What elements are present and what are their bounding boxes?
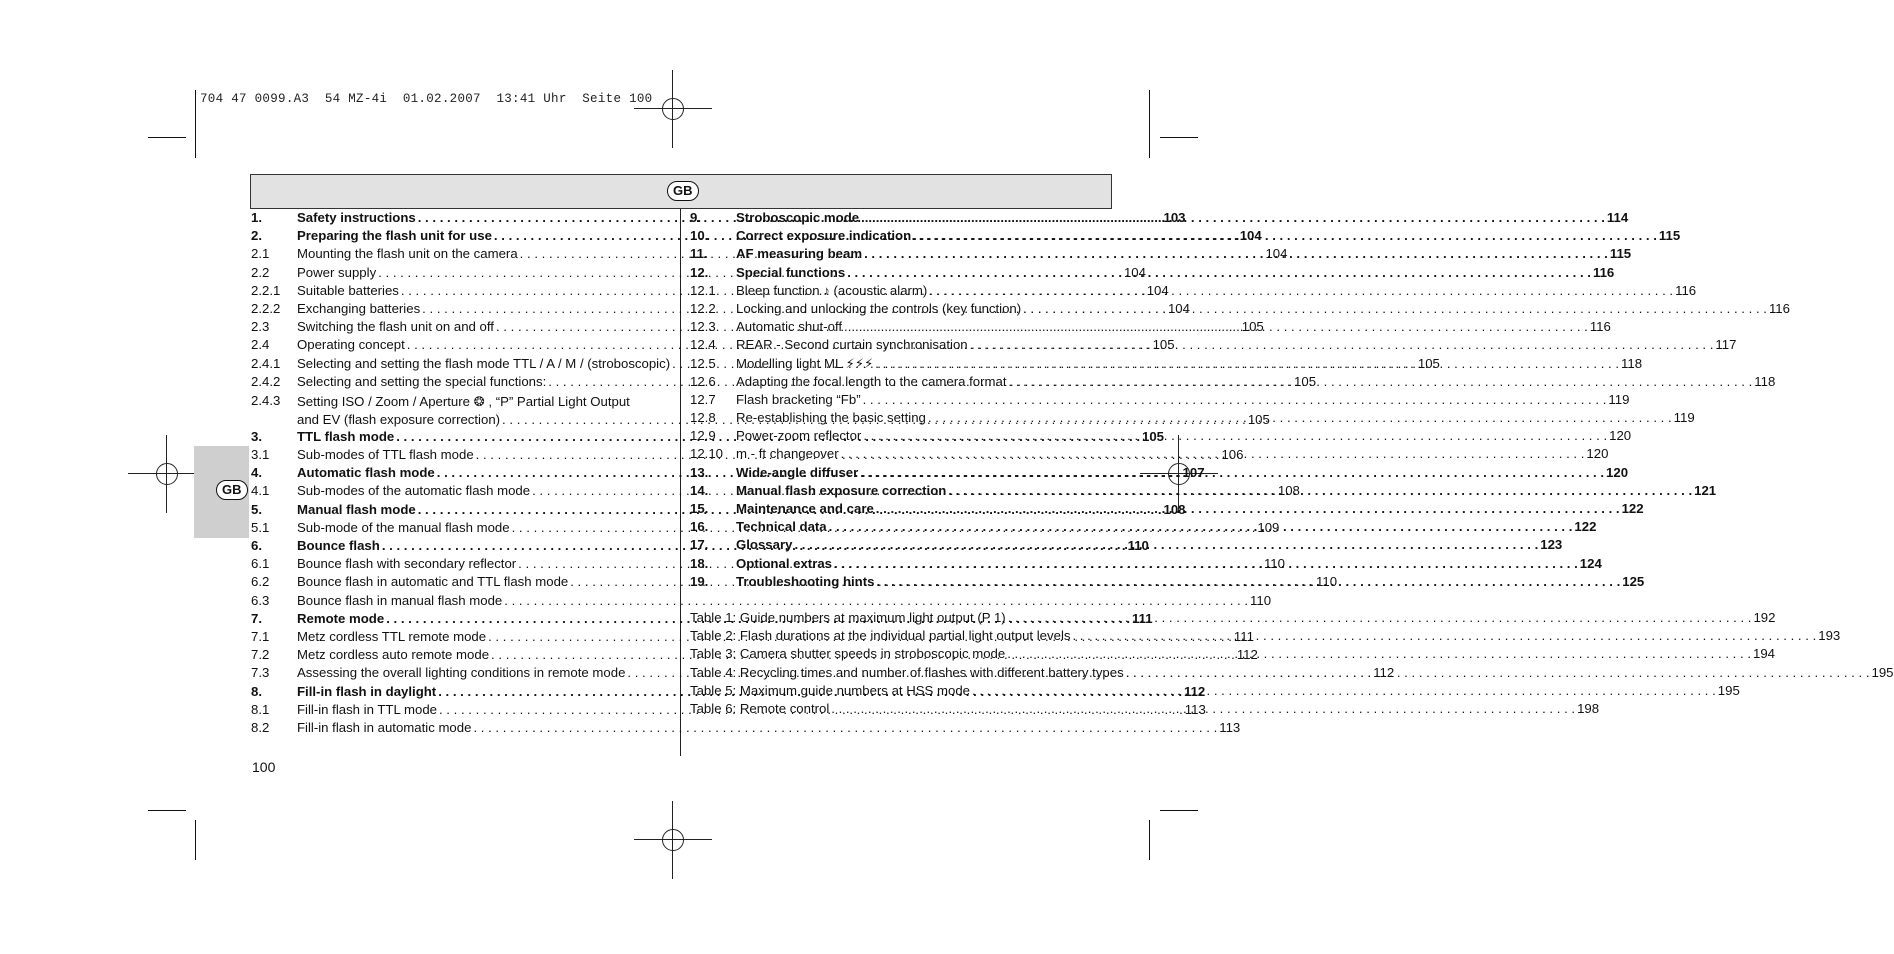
toc-entry-title: Fill-in flash in automatic mode <box>297 719 472 735</box>
toc-entry-page: 105 <box>1247 411 1270 427</box>
side-language-badge: GB <box>216 480 248 500</box>
toc-entry-title: m - ft changeover <box>736 446 839 462</box>
toc-entry-number: 7.3 <box>251 665 270 681</box>
toc-entry-number: 12.1 <box>690 282 716 298</box>
table-index-page: 195 <box>1871 664 1894 680</box>
toc-entry-number: 1. <box>251 210 262 225</box>
toc-entry-title: Power-zoom reflector <box>736 428 862 444</box>
toc-entry-number: 3. <box>251 428 262 444</box>
toc-entry-title-continued: and EV (flash exposure correction) <box>297 411 501 427</box>
toc-entry-title: Manual flash mode <box>297 501 416 517</box>
toc-entry-number: 7.1 <box>251 628 270 644</box>
toc-entry-title: REAR - Second curtain synchronisation <box>736 337 968 353</box>
toc-entry-title: Switching the flash unit on and off <box>297 319 494 335</box>
toc-entry-page: 107 <box>1182 465 1205 481</box>
dot-leader <box>832 556 1580 571</box>
language-badge: GB <box>667 181 699 201</box>
toc-entry-number: 5. <box>251 501 262 517</box>
toc-entry-number: 2.2.1 <box>251 282 281 298</box>
language-header-bar <box>250 174 1112 209</box>
toc-entry-page: 118 <box>1754 373 1776 389</box>
toc-entry-page: 111 <box>1233 628 1254 644</box>
toc-entry-page: 115 <box>1658 228 1681 244</box>
toc-entry-number: 12.8 <box>690 410 716 426</box>
dot-leader <box>1124 665 1872 680</box>
toc-entry-number: 16. <box>690 519 709 535</box>
toc-entry-title: Metz cordless TTL remote mode <box>297 628 487 644</box>
toc-entry-page: 109 <box>1257 519 1280 535</box>
toc-entry-number: 13. <box>690 464 709 480</box>
toc-entry-number: 2.4.3 <box>251 392 281 408</box>
dot-leader <box>858 465 1606 480</box>
dot-leader <box>859 210 1607 225</box>
toc-entry-number: 12.6 <box>690 373 716 389</box>
toc-entry-number: 2.4.2 <box>251 373 281 389</box>
dot-leader <box>861 428 1609 443</box>
crop-mark <box>1160 810 1198 811</box>
toc-entry[interactable] <box>251 719 1241 738</box>
toc-entry-title: Re-establishing the basic setting <box>736 410 926 426</box>
table-index-title: Table 5: Maximum guide numbers at HSS mode <box>690 682 970 698</box>
dot-leader <box>874 574 1622 589</box>
toc-entry-title: Stroboscopic mode <box>736 210 860 225</box>
dot-leader <box>1021 301 1769 316</box>
toc-entry-number: 12.4 <box>690 337 716 353</box>
toc-entry-number: 8.2 <box>251 719 270 735</box>
toc-entry-page: 112 <box>1373 665 1395 681</box>
toc-entry-title: Automatic flash mode <box>297 465 435 481</box>
table-index-page: 195 <box>1717 682 1740 698</box>
toc-entry-page: 110 <box>1250 592 1272 608</box>
toc-entry-title: Power supply <box>297 264 377 280</box>
toc-entry-title: Preparing the flash unit for use <box>297 228 492 244</box>
toc-entry-page: 108 <box>1277 483 1300 499</box>
toc-entry-page: 122 <box>1574 519 1597 535</box>
dot-leader <box>970 683 1718 698</box>
toc-entry-page: 112 <box>1183 683 1206 699</box>
toc-entry-page: 122 <box>1621 501 1644 516</box>
registration-mark-top <box>634 70 712 148</box>
toc-entry-number: 6.2 <box>251 574 270 590</box>
toc-entry-page: 117 <box>1715 337 1737 353</box>
toc-entry-title: Troubleshooting hints <box>736 573 875 589</box>
toc-entry-number: 3.1 <box>251 447 270 463</box>
toc-entry-page: 125 <box>1622 573 1645 589</box>
dot-leader <box>946 483 1694 498</box>
dot-leader <box>1007 374 1755 389</box>
toc-entry-number: 8.1 <box>251 701 270 717</box>
table-index-page: 198 <box>1577 700 1600 716</box>
toc-entry-title: Technical data <box>736 519 827 535</box>
crop-mark <box>195 820 196 860</box>
toc-entry-page: 118 <box>1621 355 1643 371</box>
toc-entry-title: Flash bracketing “Fb” <box>736 391 861 407</box>
toc-entry-title: Glossary <box>736 537 793 553</box>
dot-leader <box>845 265 1593 280</box>
toc-entry-title: Modelling light ML ⚡⚡⚡ <box>736 355 874 371</box>
toc-entry-title: TTL flash mode <box>297 428 395 444</box>
toc-entry-page: 104 <box>1123 264 1146 280</box>
toc-entry-number: 19. <box>690 573 709 589</box>
dot-leader <box>1070 628 1818 643</box>
dot-leader <box>926 410 1674 425</box>
toc-entry-number: 4. <box>251 465 262 481</box>
side-language-tab <box>194 446 249 538</box>
toc-entry-title: Sub-modes of the automatic flash mode <box>297 483 531 499</box>
dot-leader <box>792 537 1540 552</box>
registration-mark-bottom <box>634 801 712 879</box>
dot-leader <box>911 228 1659 243</box>
toc-entry-page: 119 <box>1673 410 1695 426</box>
toc-entry-title: Selecting and setting the special functions: <box>297 373 547 389</box>
toc-entry-number: 18. <box>690 555 709 571</box>
toc-entry-number: 2.4 <box>251 337 270 353</box>
toc-entry-page: 111 <box>1131 610 1153 626</box>
toc-entry-number: 15. <box>690 501 709 516</box>
toc-entry-page: 110 <box>1263 556 1285 572</box>
dot-leader <box>968 337 1716 352</box>
toc-entry-number: 12. <box>690 264 709 280</box>
crop-mark <box>148 137 186 138</box>
toc-entry-title: Operating concept <box>297 337 405 353</box>
toc-entry-title: AF measuring beam <box>736 246 863 262</box>
toc-entry-page: 108 <box>1163 501 1186 517</box>
crop-mark <box>1160 137 1198 138</box>
crop-mark <box>148 810 186 811</box>
toc-entry-page: 124 <box>1579 555 1602 571</box>
toc-entry-title: Bleep function ♪ (acoustic alarm) <box>736 282 928 298</box>
toc-entry-title: Remote mode <box>297 610 385 626</box>
toc-entry-title: Assessing the overall lighting conditions in remote mode <box>297 665 626 681</box>
toc-entry-title: Maintenance and care <box>736 501 874 516</box>
toc-entry-title: Fill-in flash in daylight <box>297 683 437 699</box>
toc-entry-title: Manual flash exposure correction <box>736 482 947 498</box>
dot-leader <box>471 720 1219 735</box>
toc-entry-title: Bounce flash with secondary reflector <box>297 556 517 572</box>
toc-entry-number: 6.3 <box>251 592 270 608</box>
toc-entry-title: Suitable batteries <box>297 282 399 298</box>
table-index-title: Table 3: Camera shutter speeds in stroboscopic mode <box>690 646 1006 662</box>
dot-leader <box>842 319 1590 334</box>
toc-entry-number: 12.7 <box>690 391 716 407</box>
table-index-title: Table 4: Recycling times and number of flashes with different battery types <box>690 664 1124 680</box>
toc-entry-title: Safety instructions <box>297 210 416 225</box>
toc-entry-title: Bounce flash in manual flash mode <box>297 592 503 608</box>
toc-entry-title: Bounce flash <box>297 538 380 553</box>
toc-entry-title: Sub-mode of the manual flash mode <box>297 519 510 535</box>
toc-entry-page: 116 <box>1589 319 1611 335</box>
toc-entry-number: 7. <box>251 610 262 626</box>
dot-leader <box>1005 646 1753 661</box>
crop-mark <box>1149 820 1150 860</box>
dot-leader <box>873 356 1621 371</box>
toc-entry-page: 116 <box>1768 300 1790 316</box>
toc-entry-page: 103 <box>1163 210 1186 225</box>
toc-entry-number: 2.4.1 <box>251 355 281 371</box>
dot-leader <box>839 446 1587 461</box>
toc-entry-page: 105 <box>1417 355 1440 371</box>
toc-entry-title: Sub-modes of TTL flash mode <box>297 447 474 463</box>
toc-entry-number: 4.1 <box>251 483 270 499</box>
toc-entry-number: 6. <box>251 538 262 553</box>
toc-entry-title: Mounting the flash unit on the camera <box>297 246 518 262</box>
dot-leader <box>861 392 1609 407</box>
toc-entry-page: 113 <box>1219 719 1241 735</box>
toc-entry-title: Adapting the focal length to the camera format <box>736 373 1007 389</box>
toc-entry-number: 10. <box>690 228 709 244</box>
crop-mark <box>195 90 196 158</box>
print-header: 704 47 0099.A3 54 MZ-4i 01.02.2007 13:41 Uhr Seite 100 <box>200 92 653 106</box>
toc-entry[interactable] <box>251 592 1272 611</box>
toc-entry-page: 105 <box>1142 428 1165 444</box>
toc-entry-number: 12.5 <box>690 355 716 371</box>
toc-entry-page: 112 <box>1236 647 1258 663</box>
toc-entry-page: 105 <box>1152 337 1175 353</box>
toc-entry-title: Selecting and setting the flash mode TTL / A / M / (stroboscopic) <box>297 355 671 371</box>
toc-entry-number: 2.2.2 <box>251 300 281 316</box>
toc-entry-number: 2.1 <box>251 246 270 262</box>
toc-entry-title: Bounce flash in automatic and TTL flash mode <box>297 574 569 590</box>
dot-leader <box>862 246 1610 261</box>
toc-entry-page: 115 <box>1609 246 1632 262</box>
table-index-title: Table 6: Remote control <box>690 700 830 716</box>
table-index-title: Table 2: Flash durations at the individual partial light output levels <box>690 628 1071 644</box>
toc-entry-number: 2.2 <box>251 264 270 280</box>
toc-entry-title: Fill-in flash in TTL mode <box>297 701 437 717</box>
toc-entry-page: 120 <box>1586 446 1609 462</box>
toc-entry-number: 2.3 <box>251 319 270 335</box>
dot-leader <box>1006 610 1754 625</box>
toc-entry-number: 14. <box>690 482 709 498</box>
toc-entry-number: 12.10 <box>690 446 724 462</box>
toc-entry-page: 104 <box>1167 300 1190 316</box>
toc-entry-title: Exchanging batteries <box>297 300 421 316</box>
toc-entry-number: 17. <box>690 537 709 553</box>
toc-entry-title: Setting ISO / Zoom / Aperture ❂ , “P” Partial Light Output <box>297 393 630 409</box>
toc-entry-page: 116 <box>1675 282 1697 298</box>
toc-entry-page: 110 <box>1316 574 1338 590</box>
crop-mark <box>1149 90 1150 158</box>
toc-entry-number: 9. <box>690 210 701 225</box>
toc-entry-page: 106 <box>1221 447 1244 463</box>
table-index-page: 192 <box>1753 609 1776 625</box>
toc-entry-page: 113 <box>1184 701 1206 717</box>
toc-entry-number: 12.9 <box>690 428 716 444</box>
dot-leader <box>874 501 1622 516</box>
dot-leader <box>827 519 1575 534</box>
toc-entry-page: 105 <box>1294 373 1317 389</box>
table-index-page: 193 <box>1818 628 1841 644</box>
toc-entry-number: 6.1 <box>251 556 270 572</box>
toc-entry-page: 105 <box>1241 319 1264 335</box>
toc-entry-number: 5.1 <box>251 519 270 535</box>
toc-entry-number: 2. <box>251 228 262 244</box>
toc-entry-page: 104 <box>1239 228 1262 244</box>
toc-entry-page: 121 <box>1694 482 1717 498</box>
page-number: 100 <box>252 759 276 775</box>
toc-entry[interactable] <box>690 391 1630 410</box>
toc-entry-title: Special functions <box>736 264 846 280</box>
toc-entry-title: Locking and unlocking the controls (key function) <box>736 300 1022 316</box>
toc-entry-page: 104 <box>1146 282 1169 298</box>
dot-leader <box>927 283 1675 298</box>
toc-entry-title: Metz cordless auto remote mode <box>297 647 490 663</box>
toc-entry-number: 7.2 <box>251 647 270 663</box>
toc-entry-title: Automatic shut-off <box>736 319 843 335</box>
toc-entry-page: 120 <box>1606 464 1629 480</box>
toc-entry-title: Optional extras <box>736 555 833 571</box>
toc-entry-page: 110 <box>1127 538 1149 553</box>
toc-entry-page: 123 <box>1540 537 1563 553</box>
toc-entry-page: 120 <box>1609 428 1632 444</box>
toc-entry-number: 11. <box>690 246 708 262</box>
toc-entry-title: Wide-angle diffuser <box>736 464 859 480</box>
toc-entry-number: 8. <box>251 683 262 699</box>
toc-entry-number: 12.2 <box>690 300 716 316</box>
toc-entry-title: Correct exposure indication <box>736 228 912 244</box>
toc-entry-page: 116 <box>1592 264 1615 280</box>
table-index-title: Table 1: Guide numbers at maximum light output (P 1) <box>690 609 1006 625</box>
toc-entry-page: 104 <box>1265 246 1288 262</box>
toc-entry-page: 114 <box>1606 210 1629 225</box>
table-index-page: 194 <box>1752 646 1775 662</box>
toc-entry-page: 119 <box>1608 391 1630 407</box>
toc-entry-number: 12.3 <box>690 319 716 335</box>
dot-leader <box>829 701 1577 716</box>
